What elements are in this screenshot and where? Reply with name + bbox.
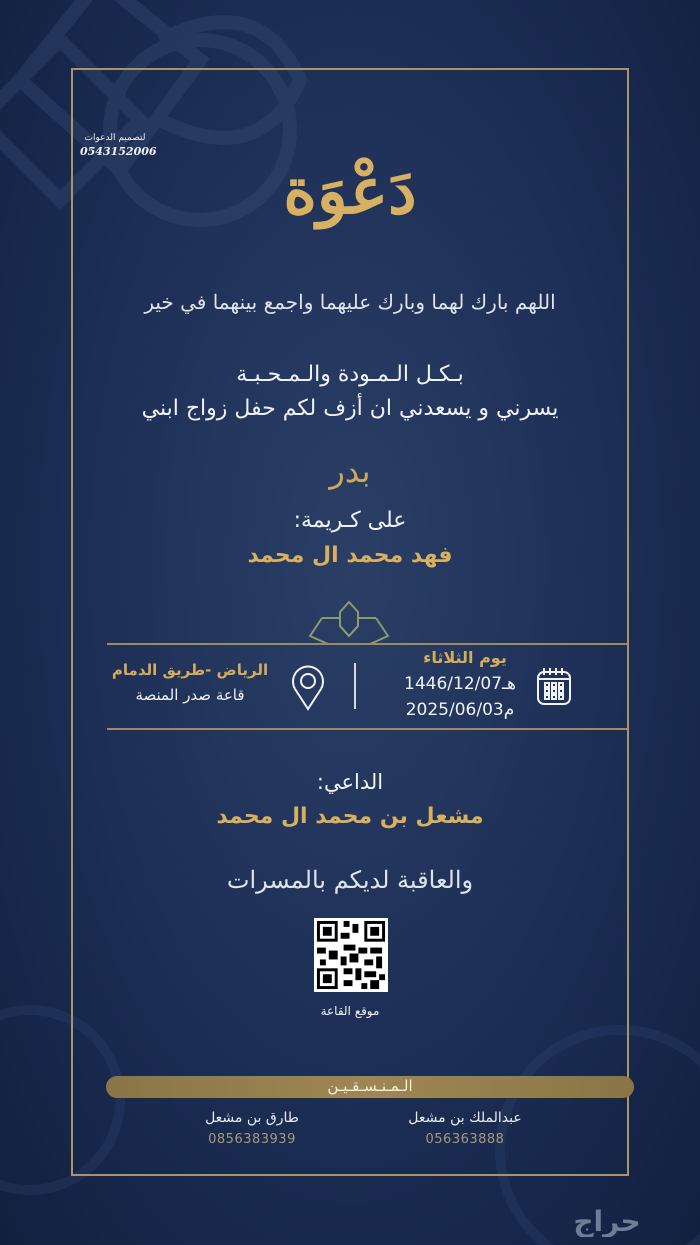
designer-credit bbox=[80, 133, 157, 158]
divider-top bbox=[107, 643, 627, 645]
venue-qr-code[interactable] bbox=[314, 918, 388, 992]
host-name: مشعل بن محمد ال محمد bbox=[216, 804, 484, 829]
divider-bottom bbox=[107, 728, 627, 730]
closing-text: والعاقبة لديكم بالمسرات bbox=[226, 866, 474, 894]
intro-line-2: يسرني و يسعدني ان أزف لكم حفل زواج ابني bbox=[141, 396, 559, 421]
gregorian-date: 2025/06/03م bbox=[405, 700, 515, 720]
event-city: الرياض -طريق الدمام bbox=[111, 661, 269, 679]
qr-label: موقع القاعة bbox=[320, 1004, 380, 1018]
groom-name: بدر bbox=[329, 452, 371, 490]
bride-label: على كـريمة: bbox=[293, 508, 407, 533]
calendar-icon bbox=[536, 666, 572, 706]
bride-father-name: فهد محمد ال محمد bbox=[247, 543, 453, 568]
invitation-title: دَعْوَة bbox=[283, 154, 417, 229]
coordinator-phone[interactable]: 0856383939 bbox=[208, 1132, 296, 1147]
map-pin-icon bbox=[290, 665, 326, 711]
coordinators-title: الـمـنـسـقـيـن bbox=[327, 1077, 413, 1095]
haraj-watermark-logo bbox=[545, 1205, 670, 1237]
coordinator-name: عبدالملك بن مشعل bbox=[408, 1110, 522, 1126]
host-label: الداعي: bbox=[316, 770, 384, 794]
hijri-date: 1446/12/07هـ bbox=[404, 674, 516, 694]
coordinator-name: طارق بن مشعل bbox=[205, 1110, 299, 1126]
intro-line-1: بـكـل الـمـودة والـمـحـبـة bbox=[236, 362, 464, 387]
lotus-ornament-icon bbox=[306, 598, 392, 644]
coordinators-banner bbox=[106, 1076, 634, 1098]
event-hall: قاعة صدر المنصة bbox=[135, 686, 245, 704]
prayer-text: اللهم بارك لهما وبارك عليهما واجمع بينهما في خير bbox=[144, 290, 556, 314]
designer-label: لتصميم الدعوات bbox=[84, 133, 146, 143]
designer-phone: 0543152006 bbox=[80, 145, 157, 158]
svg-text:حراج: حراج bbox=[573, 1205, 641, 1237]
coordinator-2 bbox=[177, 1110, 327, 1147]
coordinator-1 bbox=[390, 1110, 540, 1147]
coordinator-phone[interactable]: 056363888 bbox=[425, 1132, 505, 1147]
event-day: يوم الثلاثاء bbox=[423, 648, 507, 667]
vertical-separator bbox=[354, 663, 356, 709]
